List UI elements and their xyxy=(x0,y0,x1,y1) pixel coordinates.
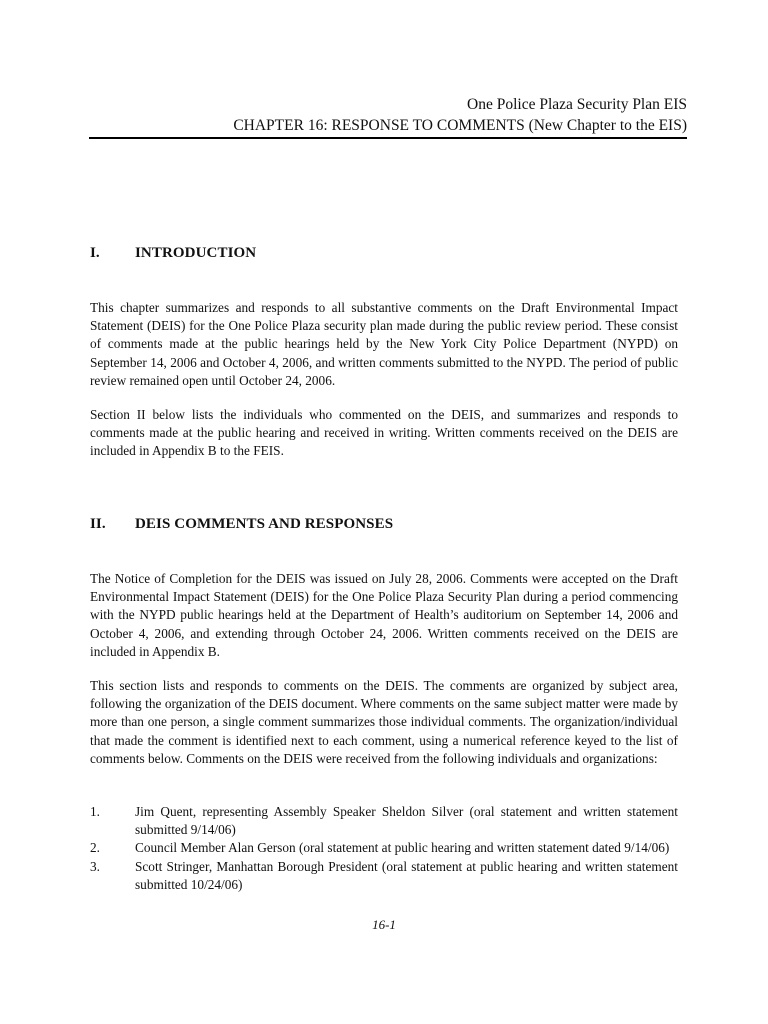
running-header xyxy=(89,94,687,136)
section-heading-introduction xyxy=(90,245,256,262)
list-item xyxy=(90,839,678,857)
list-item xyxy=(90,858,678,894)
commenter-list xyxy=(90,803,678,894)
list-item-text: Jim Quent, representing Assembly Speaker Sheldon Silver (oral statement and written statement submitted 9/14/06) xyxy=(135,804,678,838)
section-heading-deis-comments xyxy=(90,516,393,533)
paragraph: Section II below lists the individuals who commented on the DEIS, and summarizes and responds to comments made at the public hearing and received in writing. Written comments received on the DEIS are included in Appendix B to the FEIS. xyxy=(90,407,678,459)
list-item-number: 3. xyxy=(90,858,100,874)
list-item-text: Scott Stringer, Manhattan Borough President (oral statement at public hearing and written statement submitted 10/24/06) xyxy=(135,858,678,892)
list-item-number: 1. xyxy=(90,804,100,819)
page-number: 16-1 xyxy=(372,917,396,932)
section-title: INTRODUCTION xyxy=(135,245,257,261)
paragraph: This section lists and responds to comments on the DEIS. The comments are organized by subject area, following the organization of the DEIS document. Where comments on the same subject matter were made by more than one person, a single comment summarizes those individual comments. The organization/individual that made the comment is identified next to each comment, using a numerical reference keyed to the list of comments below. Comments on the DEIS were received from the following individuals and organizations: xyxy=(90,678,678,766)
document-title: One Police Plaza Security Plan EIS xyxy=(467,96,687,113)
header-rule xyxy=(89,137,687,139)
paragraph: This chapter summarizes and responds to all substantive comments on the Draft Environmental Impact Statement (DEIS) for the One Police Plaza security plan made during the public review period. These consist of comments made at the public hearings held by the New York City Police Department (NYPD) on September 14, 2006 and October 4, 2006, and written comments submitted to the NYPD. The period of public review remained open until October 24, 2006. xyxy=(90,300,678,388)
list-item xyxy=(90,803,678,839)
section-number: II. xyxy=(90,516,106,532)
section-number: I. xyxy=(90,245,100,261)
section-title: DEIS COMMENTS AND RESPONSES xyxy=(135,516,394,532)
list-item-text: Council Member Alan Gerson (oral statement at public hearing and written statement dated 9/14/06) xyxy=(135,840,670,856)
chapter-title: CHAPTER 16: RESPONSE TO COMMENTS (New Chapter to the EIS) xyxy=(233,117,687,134)
list-item-number: 2. xyxy=(90,840,100,856)
paragraph: The Notice of Completion for the DEIS was issued on July 28, 2006. Comments were accepted on the Draft Environmental Impact Statement (DEIS) for the One Police Plaza Security Plan during a period commencing with the NYPD public hearings held at the Department of Health’s auditorium on September 14, 2006 and October 4, 2006, and extending through October 24, 2006. Written comments received on the DEIS are included in Appendix B. xyxy=(90,571,678,659)
